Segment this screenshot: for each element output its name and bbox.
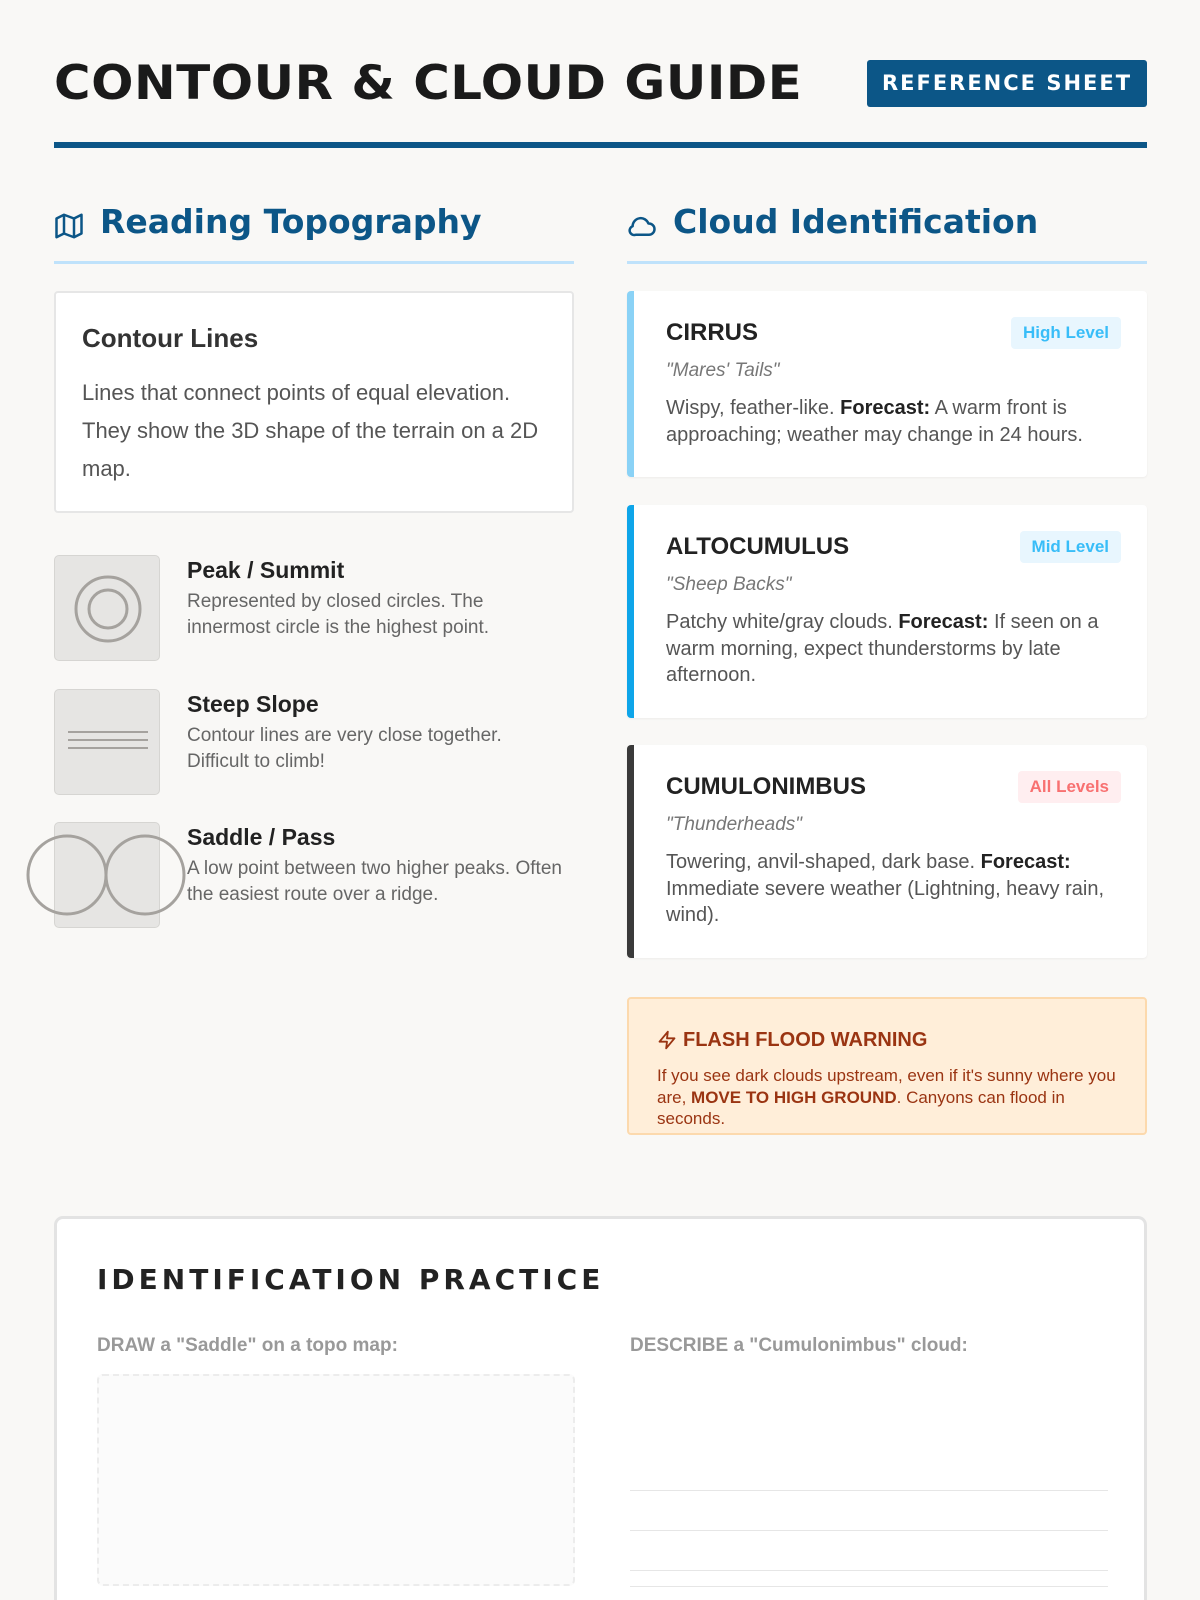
cloud-name: CUMULONIMBUS (666, 773, 866, 800)
flash-flood-warning (627, 997, 1147, 1135)
cloud-forecast-text: A warm front is approaching; weather may change in 24 hours. (666, 397, 1083, 446)
practice-title: IDENTIFICATION PRACTICE (97, 1263, 605, 1296)
cloud-desc-intro: Wispy, feather-like. (666, 397, 835, 419)
cloud-nickname: "Thunderheads" (666, 814, 803, 835)
clouds-section-heading (627, 194, 1147, 264)
page-title: CONTOUR & CLOUD GUIDE (54, 56, 803, 111)
page-header (54, 54, 1147, 148)
cloud-nickname: "Mares' Tails" (666, 360, 780, 381)
cloud-name: ALTOCUMULUS (666, 533, 850, 560)
warning-text-pre: If you see dark clouds upstream, even if it's sunny where you are, (657, 1066, 1116, 1107)
cloud-card-cumulonimbus (627, 745, 1147, 958)
describe-prompt: DESCRIBE a "Cumulonimbus" cloud: (630, 1335, 968, 1356)
contour-lines-title: Contour Lines (82, 323, 259, 353)
cloud-desc-intro: Patchy white/gray clouds. (666, 611, 893, 633)
steep-slope-contour-icon (54, 689, 160, 795)
topography-heading-text: Reading Topography (100, 202, 482, 241)
forecast-label: Forecast: (980, 851, 1071, 873)
cloud-card-cirrus (627, 291, 1147, 477)
feature-title: Peak / Summit (187, 557, 345, 583)
identification-practice-panel (54, 1216, 1147, 1600)
cloud-description (666, 609, 1116, 689)
map-icon (54, 211, 84, 241)
cloud-icon (627, 211, 657, 241)
draw-prompt: DRAW a "Saddle" on a topo map: (97, 1335, 398, 1356)
cloud-nickname: "Sheep Backs" (666, 574, 792, 595)
warning-title: FLASH FLOOD WARNING (683, 1029, 928, 1051)
feature-peak (54, 555, 614, 663)
cloud-forecast-text: Immediate severe weather (Lightning, heavy rain, wind). (666, 877, 1105, 926)
clouds-heading-text: Cloud Identification (673, 202, 1039, 241)
feature-desc: Represented by closed circles. The innermost circle is the highest point. (187, 591, 490, 638)
writing-line[interactable] (630, 1570, 1108, 1571)
cloud-level-badge: Mid Level (1020, 531, 1121, 563)
peak-contour-icon (54, 555, 160, 661)
forecast-label: Forecast: (840, 397, 931, 419)
cloud-desc-intro: Towering, anvil-shaped, dark base. (666, 851, 976, 873)
cloud-card-altocumulus (627, 505, 1147, 718)
writing-line[interactable] (630, 1530, 1108, 1531)
warning-emphasis: MOVE TO HIGH GROUND (691, 1087, 897, 1107)
cloud-description (666, 849, 1116, 929)
feature-desc: A low point between two higher peaks. Often the easiest route over a ridge. (187, 858, 562, 905)
warning-body (657, 1065, 1127, 1130)
contour-lines-body: Lines that connect points of equal elevation. They show the 3D shape of the terrain on a 2D map. (82, 380, 539, 481)
feature-saddle (54, 822, 614, 930)
forecast-label: Forecast: (898, 611, 989, 633)
topography-section-heading (54, 194, 574, 264)
reference-sheet-badge: REFERENCE SHEET (867, 60, 1147, 107)
drawing-area[interactable] (97, 1374, 575, 1586)
cloud-name: CIRRUS (666, 319, 759, 346)
cloud-forecast-text: If seen on a warm morning, expect thunderstorms by late afternoon. (666, 611, 1099, 686)
lightning-icon (657, 1030, 677, 1050)
feature-desc: Contour lines are very close together. Difficult to climb! (187, 725, 502, 772)
cloud-description (666, 395, 1116, 448)
writing-line[interactable] (630, 1586, 1108, 1587)
writing-line[interactable] (630, 1490, 1108, 1491)
warning-text-post: . Canyons can flood in seconds. (657, 1087, 1065, 1128)
contour-lines-card (54, 291, 574, 513)
cloud-level-badge: High Level (1011, 317, 1121, 349)
feature-steep-slope (54, 689, 614, 797)
feature-title: Steep Slope (187, 691, 319, 717)
cloud-level-badge: All Levels (1018, 771, 1121, 803)
feature-title: Saddle / Pass (187, 824, 336, 850)
saddle-contour-icon (54, 822, 160, 928)
